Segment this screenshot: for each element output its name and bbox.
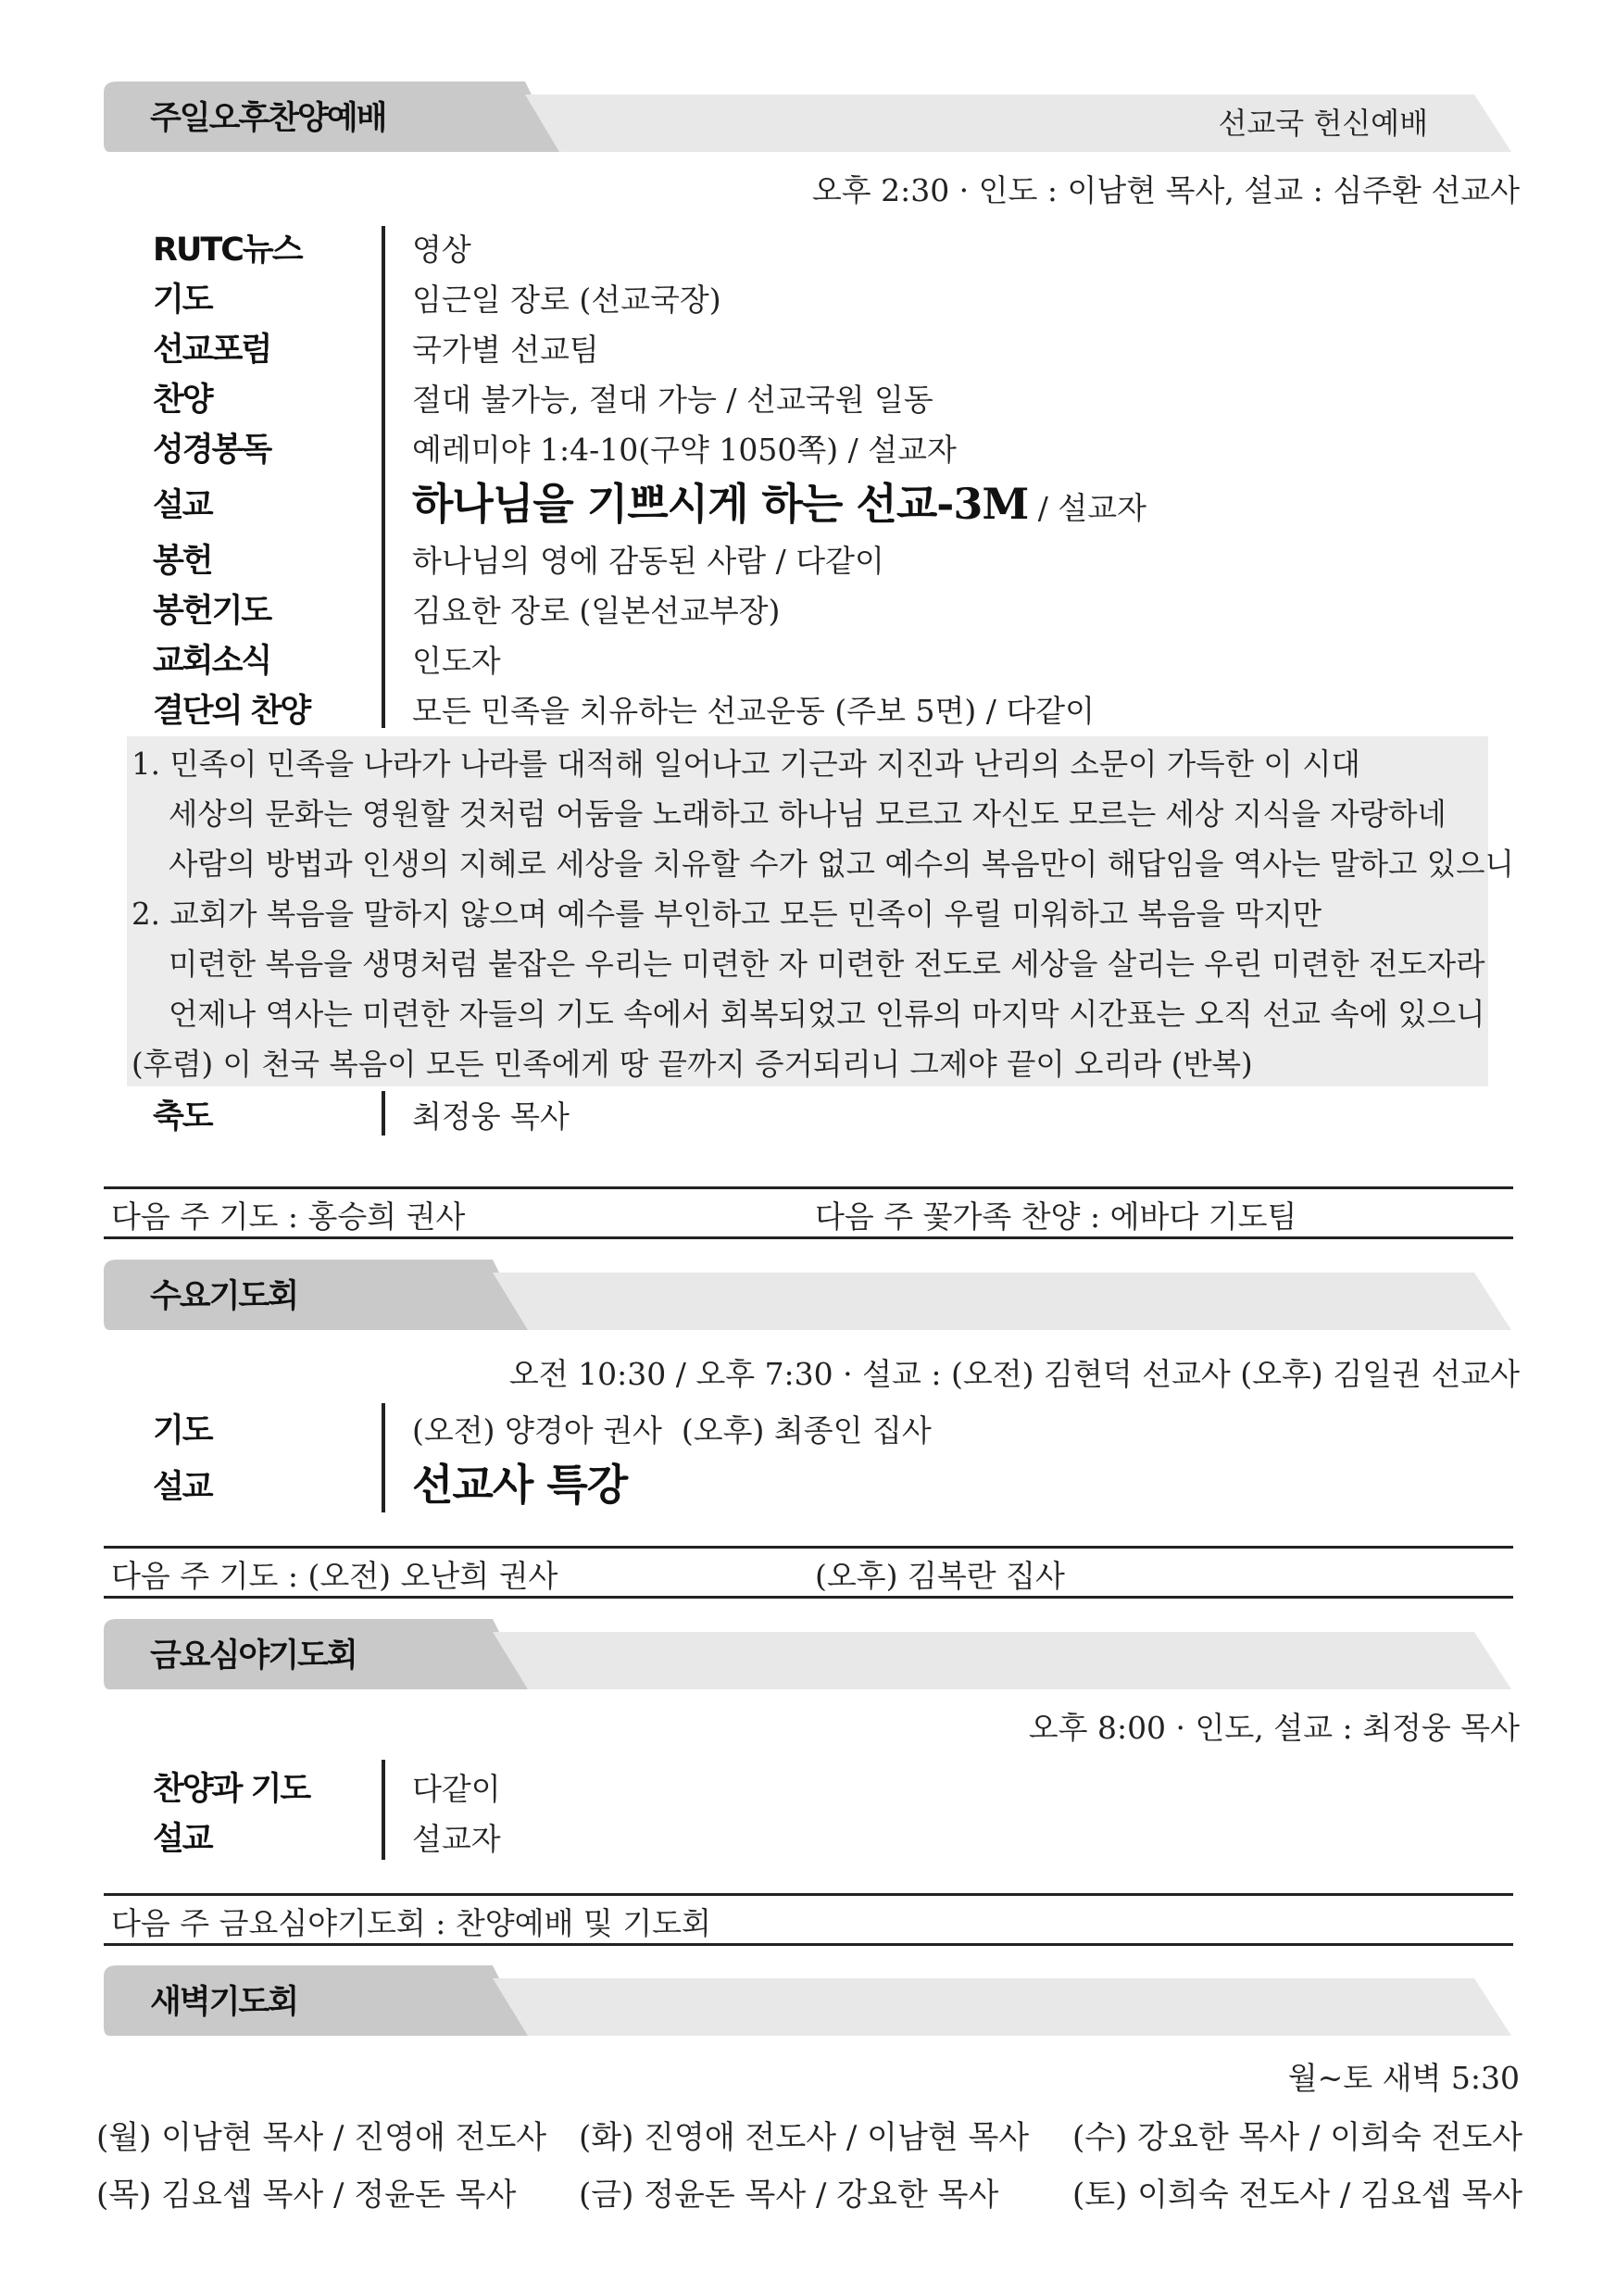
section-title: 주일오후찬양예배	[150, 100, 386, 137]
lyrics-line: 세상의 문화는 영원할 것처럼 어둠을 노래하고 하나님 모르고 자신도 모르는 세상 지식을 자랑하네	[169, 797, 1447, 832]
row-value: 영상	[412, 232, 471, 268]
footer-rule-top	[104, 1893, 1513, 1896]
row-label: 봉헌	[153, 543, 212, 580]
row-label: 성경봉독	[153, 432, 271, 469]
divider-bar	[382, 1760, 385, 1860]
row-value: 국가별 선교팀	[412, 332, 599, 368]
row-label: 설교	[153, 1821, 212, 1858]
row-label: 기도	[153, 282, 212, 319]
row-value: (오전) 양경아 권사 (오후) 최종인 집사	[412, 1412, 932, 1449]
next-week-prayer-am: 다음 주 기도 : (오전) 오난희 권사	[111, 1558, 558, 1594]
row-value: 임근일 장로 (선교국장)	[412, 282, 721, 318]
row-label: 찬양과 기도	[153, 1771, 310, 1808]
service-time-info: 월~토 새벽 5:30	[1287, 2060, 1520, 2096]
footer-rule-top	[104, 1186, 1513, 1189]
row-value: 절대 불가능, 절대 가능 / 선교국원 일동	[412, 382, 933, 418]
row-label: 찬양	[153, 382, 212, 419]
row-value: 인도자	[412, 643, 501, 679]
row-value: 최정웅 목사	[412, 1098, 570, 1135]
sermon-title-row	[412, 470, 1146, 532]
footer-rule-bottom	[104, 1596, 1513, 1599]
row-value: 김요한 장로 (일본선교부장)	[412, 593, 781, 629]
section-header-friday	[104, 1619, 1511, 1689]
section-header-sunday	[104, 82, 1511, 152]
lyrics-line: (후렴) 이 천국 복음이 모든 민족에게 땅 끝까지 증거되리니 그제야 끝이 오리라 (반복)	[132, 1047, 1253, 1082]
row-label: 축도	[153, 1098, 212, 1135]
divider-bar	[382, 226, 385, 728]
section-title: 새벽기도회	[150, 1984, 298, 2021]
service-time-info: 오후 8:00 · 인도, 설교 : 최정웅 목사	[1028, 1710, 1520, 1746]
row-label: 결단의 찬양	[153, 693, 310, 730]
row-label: 봉헌기도	[153, 593, 271, 630]
lyrics-line: 미련한 복음을 생명처럼 붙잡은 우리는 미련한 자 미련한 전도로 세상을 살리는 우린 미련한 전도자라	[169, 947, 1485, 982]
row-label: 선교포럼	[153, 332, 271, 369]
row-value: 설교자	[412, 1821, 501, 1857]
section-title: 금요심야기도회	[150, 1637, 357, 1675]
dawn-schedule-item: (목) 김요셉 목사 / 정윤돈 목사	[96, 2177, 517, 2214]
row-value: 예레미야 1:4-10(구약 1050쪽) / 설교자	[412, 432, 957, 468]
header-band-shape	[104, 1260, 1511, 1330]
footer-rule-bottom	[104, 1943, 1513, 1946]
section-header-wednesday	[104, 1260, 1511, 1330]
row-label: 기도	[153, 1412, 212, 1449]
dawn-schedule-item: (토) 이희숙 전도사 / 김요셉 목사	[1072, 2177, 1523, 2214]
dawn-schedule-item: (월) 이남현 목사 / 진영애 전도사	[96, 2119, 547, 2156]
lyrics-line: 1. 민족이 민족을 나라가 나라를 대적해 일어나고 기근과 지진과 난리의 소문이 가득한 이 시대	[132, 747, 1360, 782]
next-week-flower: 다음 주 꽃가족 찬양 : 에바다 기도팀	[815, 1198, 1297, 1235]
special-lecture-title: 선교사 특강	[412, 1460, 628, 1510]
sermon-title: 하나님을 기쁘시게 하는 선교-3M	[412, 479, 1029, 529]
dawn-schedule-item: (화) 진영애 전도사 / 이남현 목사	[579, 2119, 1030, 2156]
sermon-speaker: / 설교자	[1037, 490, 1147, 526]
section-header-dawn	[104, 1965, 1511, 2036]
row-label: 설교	[153, 1469, 212, 1506]
next-week-prayer: 다음 주 기도 : 홍승희 권사	[111, 1198, 466, 1235]
lyrics-line: 사람의 방법과 인생의 지혜로 세상을 치유할 수가 없고 예수의 복음만이 해답임을 역사는 말하고 있으니	[169, 847, 1514, 882]
divider-bar	[382, 1091, 385, 1135]
row-label: RUTC뉴스	[153, 232, 302, 269]
lyrics-line: 2. 교회가 복음을 말하지 않으며 예수를 부인하고 모든 민족이 우릴 미워하고 복음을 막지만	[132, 897, 1322, 932]
row-value: 모든 민족을 치유하는 선교운동 (주보 5면) / 다같이	[412, 693, 1095, 729]
row-label: 교회소식	[153, 643, 271, 680]
footer-rule-bottom	[104, 1236, 1513, 1239]
divider-bar	[382, 1403, 385, 1512]
next-week-prayer-pm: (오후) 김복란 집사	[815, 1558, 1065, 1594]
section-subtitle: 선교국 헌신예배	[1218, 106, 1428, 141]
header-band-shape	[104, 1965, 1511, 2036]
service-time-info: 오전 10:30 / 오후 7:30 · 설교 : (오전) 김현덕 선교사 (오후) 김일권 선교사	[508, 1356, 1520, 1392]
lyrics-line: 언제나 역사는 미련한 자들의 기도 속에서 회복되었고 인류의 마지막 시간표는 오직 선교 속에 있으니	[169, 997, 1485, 1032]
row-value: 다같이	[412, 1771, 501, 1807]
section-title: 수요기도회	[150, 1278, 298, 1315]
row-value: 하나님의 영에 감동된 사람 / 다같이	[412, 543, 884, 579]
row-label: 설교	[153, 487, 212, 524]
footer-rule-top	[104, 1546, 1513, 1549]
service-time-info: 오후 2:30 · 인도 : 이남현 목사, 설교 : 심주환 선교사	[811, 172, 1520, 208]
dawn-schedule-item: (금) 정윤돈 목사 / 강요한 목사	[579, 2177, 999, 2214]
next-week-friday: 다음 주 금요심야기도회 : 찬양예배 및 기도회	[111, 1905, 711, 1941]
dawn-schedule-item: (수) 강요한 목사 / 이희숙 전도사	[1072, 2119, 1523, 2156]
